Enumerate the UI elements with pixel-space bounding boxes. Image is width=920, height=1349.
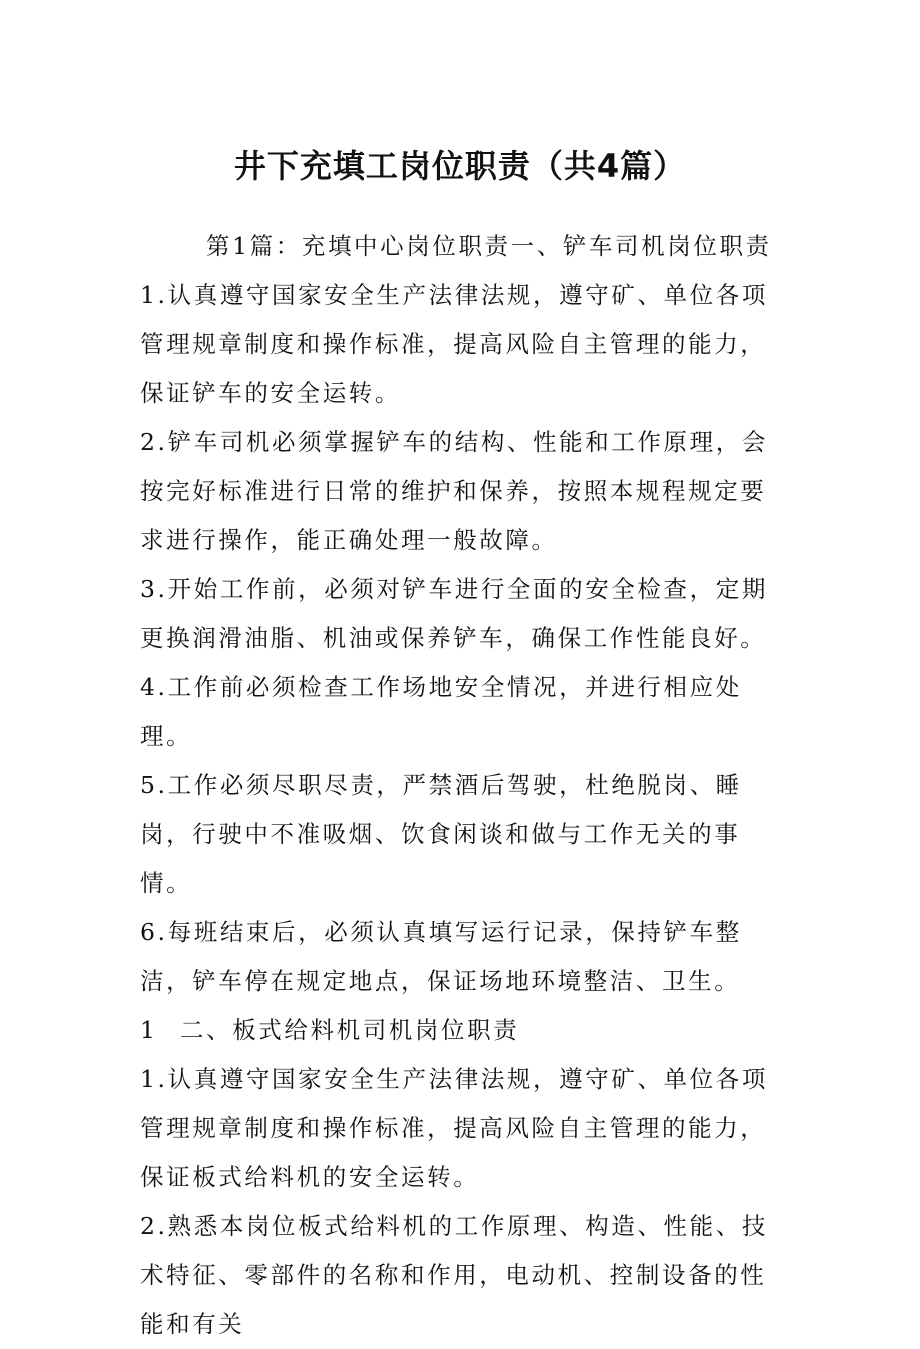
section1-item-4: 4.工作前必须检查工作场地安全情况，并进行相应处理。	[140, 673, 742, 750]
section2-item-1: 1.认真遵守国家安全生产法律法规，遵守矿、单位各项管理规章制度和操作标准，提高风险自主管理的能力，保证板式给料机的安全运转。	[140, 1065, 768, 1191]
document-subtitle: 第1篇：充填中心岗位职责一、铲车司机岗位职责	[206, 232, 772, 260]
section2-number: 1	[140, 1016, 158, 1044]
section1-item-3: 3.开始工作前，必须对铲车进行全面的安全检查，定期更换润滑油脂、机油或保养铲车，确保工作性能良好。	[140, 575, 768, 652]
section2-heading: 二、板式给料机司机岗位职责	[180, 1016, 520, 1044]
document-body	[140, 222, 782, 1349]
section1-item-1: 1.认真遵守国家安全生产法律法规，遵守矿、单位各项管理规章制度和操作标准，提高风险自主管理的能力，保证铲车的安全运转。	[140, 281, 768, 407]
section1-item-6: 6.每班结束后，必须认真填写运行记录，保持铲车整洁，铲车停在规定地点，保证场地环境整洁、卫生。	[140, 918, 742, 995]
section2-item-2: 2.熟悉本岗位板式给料机的工作原理、构造、性能、技术特征、零部件的名称和作用，电动机、控制设备的性能和有关	[140, 1212, 768, 1338]
document-title: 井下充填工岗位职责（共4篇）	[233, 147, 687, 185]
section1-item-2: 2.铲车司机必须掌握铲车的结构、性能和工作原理，会按完好标准进行日常的维护和保养，按照本规程规定要求进行操作，能正确处理一般故障。	[140, 428, 768, 554]
section2-heading-line	[140, 1006, 782, 1055]
section1-item-5: 5.工作必须尽职尽责，严禁酒后驾驶，杜绝脱岗、睡岗，行驶中不准吸烟、饮食闲谈和做与工作无关的事情。	[140, 771, 742, 897]
